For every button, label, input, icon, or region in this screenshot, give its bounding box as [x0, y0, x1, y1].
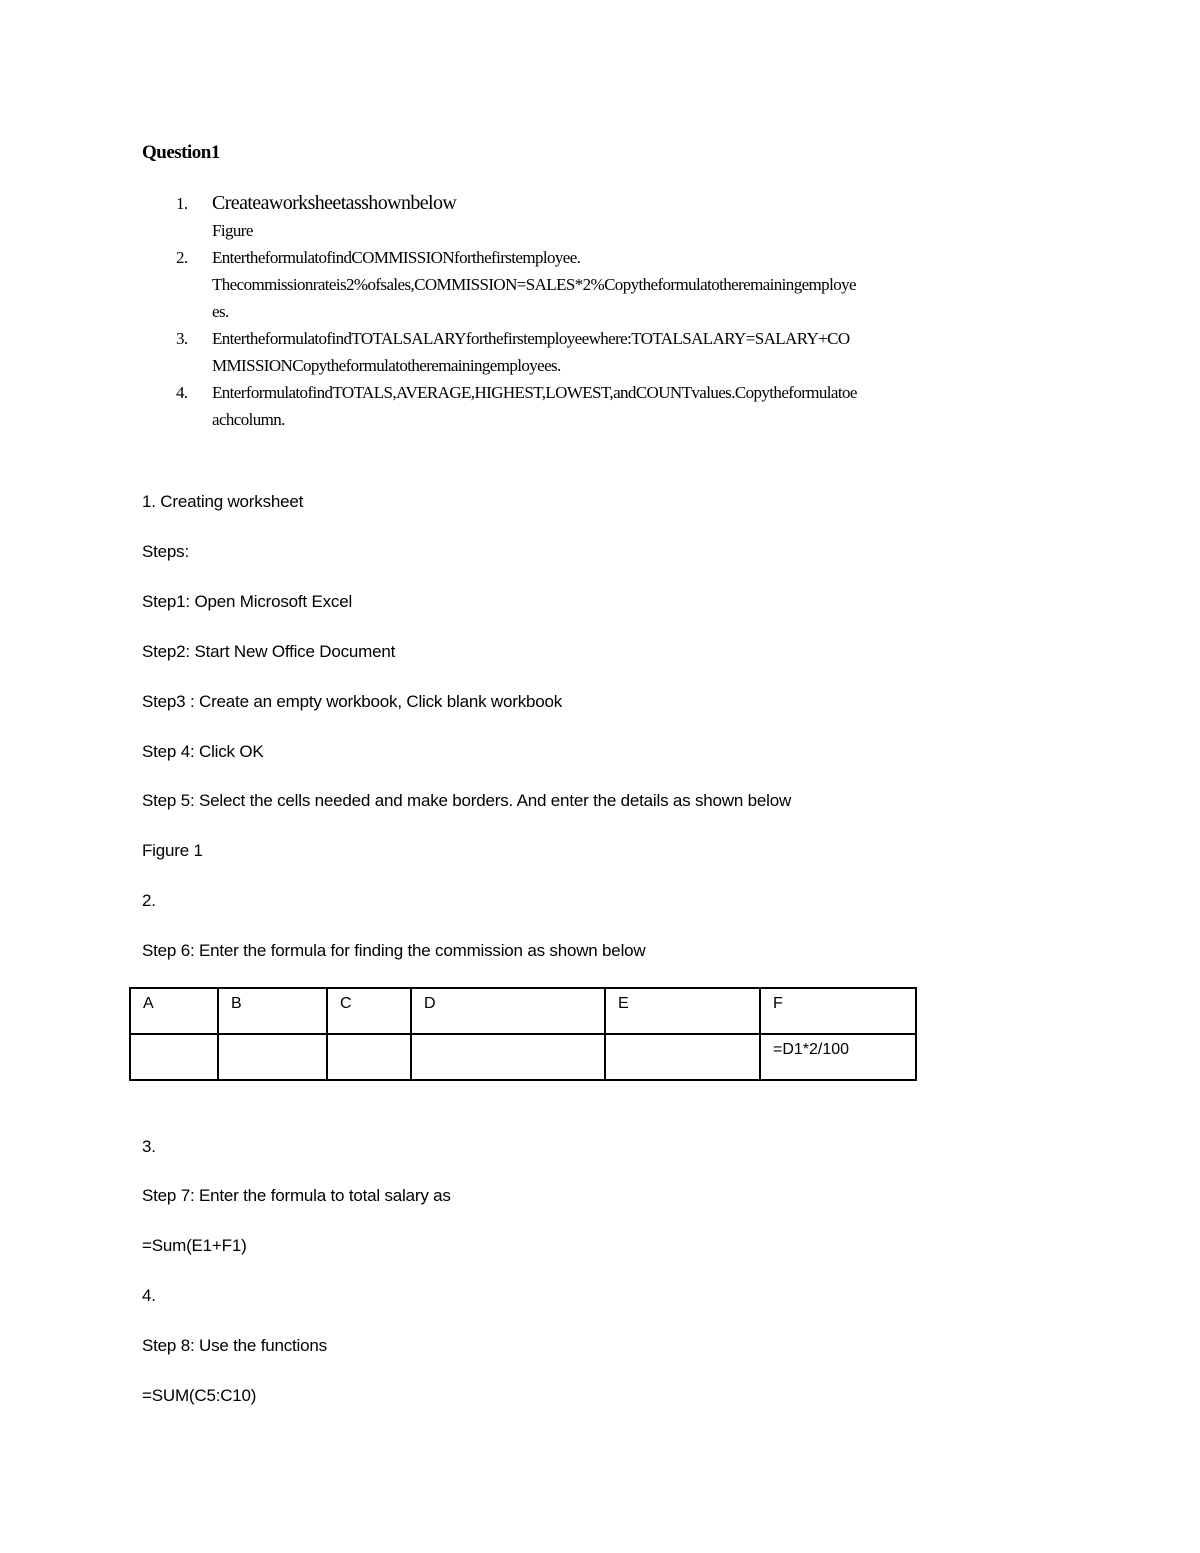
- item-number: 1.: [176, 194, 188, 213]
- table-cell: F: [760, 988, 916, 1034]
- section-4: 4.: [142, 1286, 156, 1305]
- step-4: Step 4: Click OK: [142, 742, 264, 761]
- table-cell: =D1*2/100: [760, 1034, 916, 1080]
- item-number: 2.: [176, 248, 188, 267]
- table-cell: E: [605, 988, 760, 1034]
- formula-total-salary: =Sum(E1+F1): [142, 1236, 247, 1255]
- item-line: EnterformulatofindTOTALS,AVERAGE,HIGHEST,LOWEST,andCOUNTvalues.Copytheformulatoe: [212, 383, 857, 402]
- item-line: EntertheformulatofindCOMMISSIONforthefirstemployee.: [212, 248, 581, 267]
- question-heading: Question1: [142, 142, 220, 163]
- item-line: Createaworksheetasshownbelow: [212, 192, 457, 214]
- table-cell: B: [218, 988, 327, 1034]
- table-cell: [218, 1034, 327, 1080]
- section-2: 2.: [142, 891, 156, 910]
- steps-label: Steps:: [142, 542, 189, 561]
- item-line: Thecommissionrateis2%ofsales,COMMISSION=SALES*2%Copytheformulatotheremainingemploye: [212, 275, 856, 294]
- table-row: [130, 1034, 916, 1080]
- step-1: Step1: Open Microsoft Excel: [142, 592, 353, 611]
- item-number: 4.: [176, 383, 188, 402]
- item-line: Figure: [212, 221, 253, 240]
- table-cell: C: [327, 988, 411, 1034]
- item-line: achcolumn.: [212, 410, 285, 429]
- step-8: Step 8: Use the functions: [142, 1336, 327, 1355]
- formula-table: [129, 987, 917, 1081]
- table-cell: D: [411, 988, 605, 1034]
- table-cell: [327, 1034, 411, 1080]
- table-cell: [605, 1034, 760, 1080]
- section-creating: 1. Creating worksheet: [142, 492, 304, 511]
- item-line: MMISSIONCopytheformulatotheremainingemployees.: [212, 356, 561, 375]
- figure-1-label: Figure 1: [142, 841, 203, 860]
- step-6: Step 6: Enter the formula for finding the commission as shown below: [142, 941, 646, 960]
- question-item-1: [142, 190, 1062, 244]
- item-line: es.: [212, 302, 229, 321]
- section-3: 3.: [142, 1137, 156, 1156]
- table-cell: A: [130, 988, 218, 1034]
- question-item-4: [142, 379, 1062, 433]
- table-cell: [411, 1034, 605, 1080]
- step-5: Step 5: Select the cells needed and make borders. And enter the details as shown below: [142, 791, 792, 810]
- item-number: 3.: [176, 329, 188, 348]
- formula-sum: =SUM(C5:C10): [142, 1386, 257, 1405]
- step-3: Step3 : Create an empty workbook, Click blank workbook: [142, 692, 563, 711]
- question-item-2: [142, 244, 1062, 325]
- question-item-3: [142, 325, 1062, 379]
- table-cell: [130, 1034, 218, 1080]
- question-list: [142, 190, 1062, 433]
- step-7: Step 7: Enter the formula to total salary as: [142, 1186, 451, 1205]
- step-2: Step2: Start New Office Document: [142, 642, 396, 661]
- item-line: EntertheformulatofindTOTALSALARYforthefirstemployeewhere:TOTALSALARY=SALARY+CO: [212, 329, 850, 348]
- table-header-row: [130, 988, 916, 1034]
